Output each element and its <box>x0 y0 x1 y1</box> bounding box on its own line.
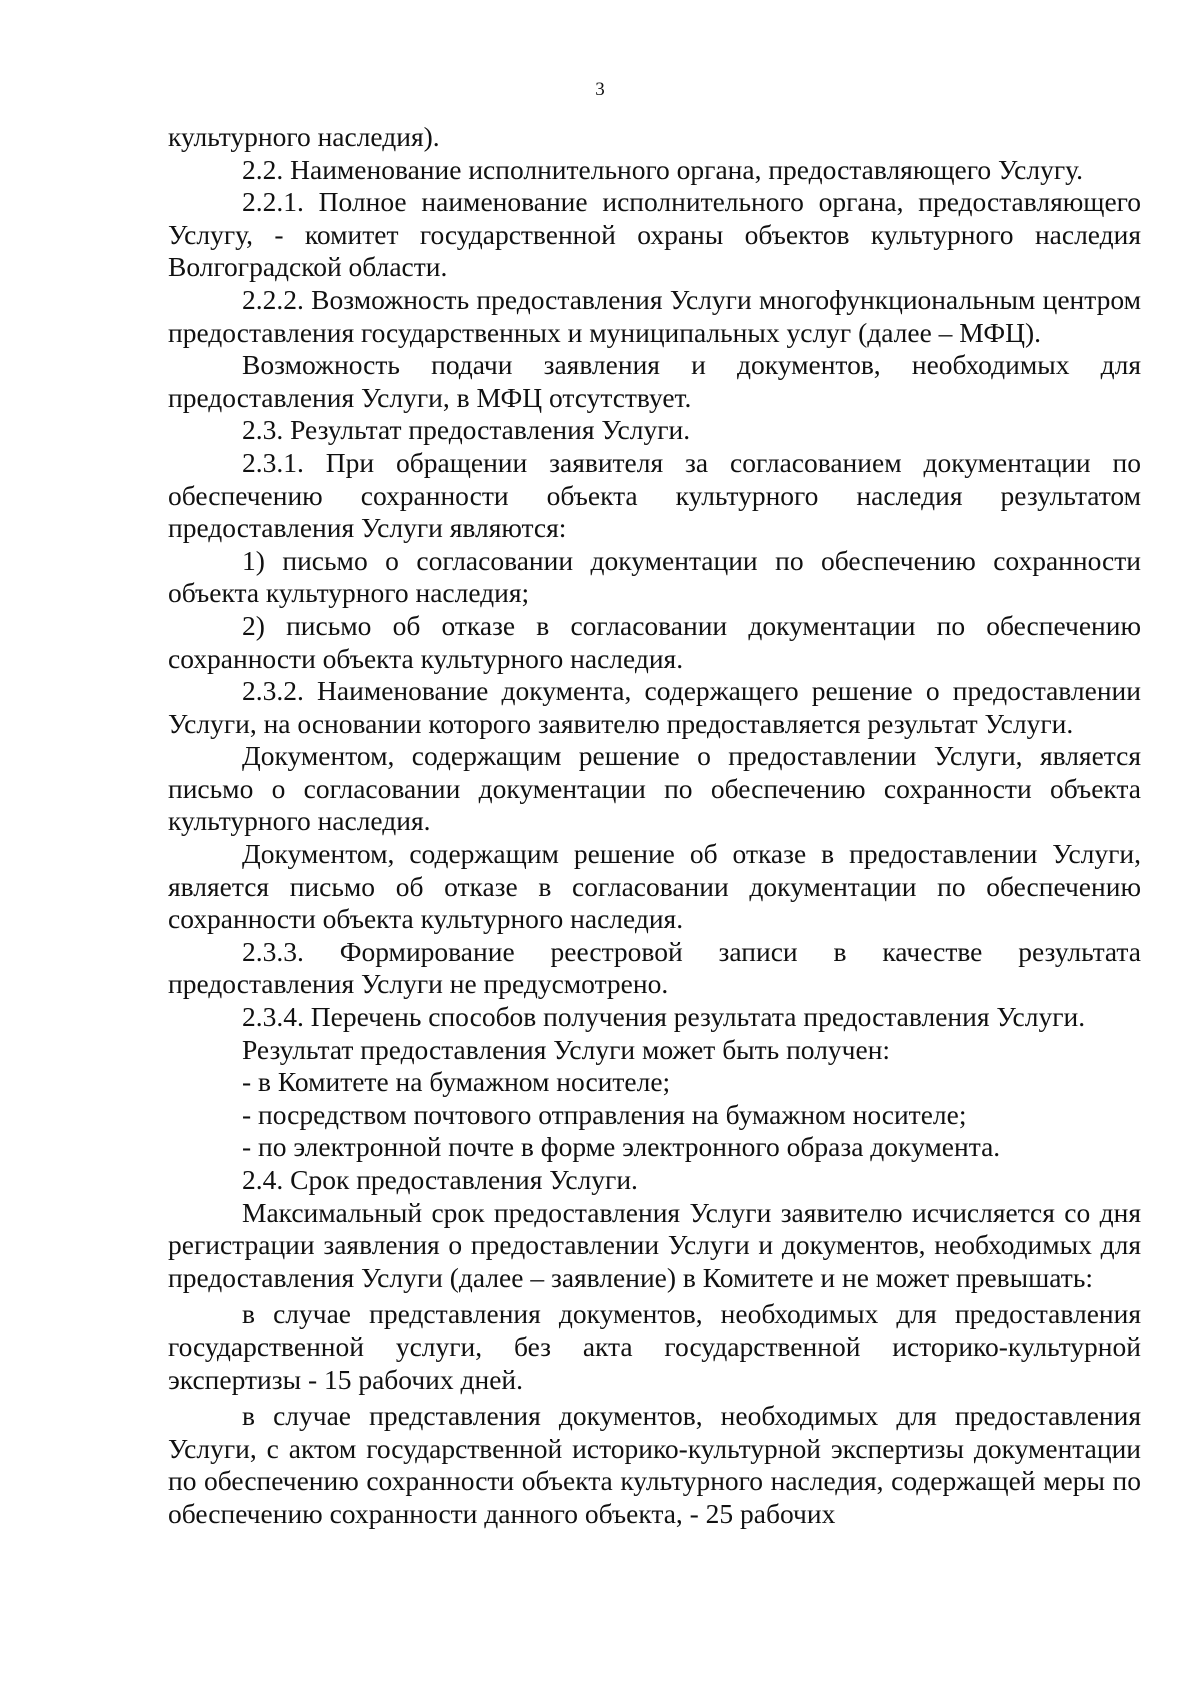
paragraph: Возможность подачи заявления и документов, необходимых для предоставления Услуги, в МФЦ отсутствует. <box>168 349 1141 413</box>
paragraph: 2.4. Срок предоставления Услуги. <box>242 1164 638 1195</box>
paragraph: 2.3.3. Формирование реестровой записи в качестве результата предоставления Услуги не предусмотрено. <box>168 935 1141 1000</box>
paragraph: в случае представления документов, необходимых для предоставления государственной услуги, без акта государственной историко-культурной экспертизы - 15 рабочих дней. <box>168 1298 1141 1395</box>
paragraph: 1) письмо о согласовании документации по обеспечению сохранности объекта культурного наследия; <box>168 544 1141 609</box>
paragraph: культурного наследия). <box>168 121 440 152</box>
document-body <box>168 121 1141 1531</box>
paragraph: 2.3.4. Перечень способов получения результата предоставления Услуги. <box>242 1001 1086 1033</box>
paragraph: 2.3.1. При обращении заявителя за согласованием документации по обеспечению сохранности объекта культурного наследия результатом предоставления Услуги являются: <box>168 446 1141 544</box>
paragraph: - по электронной почте в форме электронного образа документа. <box>242 1131 1001 1163</box>
paragraph: - посредством почтового отправления на бумажном носителе; <box>242 1098 967 1130</box>
paragraph: 2) письмо об отказе в согласовании документации по обеспечению сохранности объекта культурного наследия. <box>168 609 1141 674</box>
paragraph: 2.3. Результат предоставления Услуги. <box>242 414 691 446</box>
paragraph: Документом, содержащим решение об отказе в предоставлении Услуги, является письмо об отказе в согласовании документации по обеспечению сохранности объекта культурного наследия. <box>168 838 1141 935</box>
paragraph: 2.2. Наименование исполнительного органа, предоставляющего Услугу. <box>242 153 1083 185</box>
paragraph: Результат предоставления Услуги может быть получен: <box>242 1033 891 1065</box>
paragraph: Максимальный срок предоставления Услуги заявителю исчисляется со дня регистрации заявления о предоставлении Услуги и документов, необходимых для предоставления Услуги (далее – заявление) в Комитете и не может превышать: <box>168 1196 1141 1293</box>
paragraph: - в Комитете на бумажном носителе; <box>242 1066 671 1098</box>
paragraph: 2.3.2. Наименование документа, содержащего решение о предоставлении Услуги, на основании которого заявителю предоставляется результат Услуги. <box>168 675 1141 739</box>
page-number: 3 <box>595 79 605 100</box>
paragraph: Документом, содержащим решение о предоставлении Услуги, является письмо о согласовании документации по обеспечению сохранности объекта культурного наследия. <box>168 740 1141 837</box>
paragraph: в случае представления документов, необходимых для предоставления Услуги, с актом государственной историко-культурной экспертизы документации по обеспечению сохранности объекта культурного наследия, содержащей меры по обеспечению сохранности данного объекта, - 25 рабочих <box>168 1400 1141 1529</box>
paragraph: 2.2.2. Возможность предоставления Услуги многофункциональным центром предоставления государственных и муниципальных услуг (далее – МФЦ). <box>168 283 1141 348</box>
paragraph: 2.2.1. Полное наименование исполнительного органа, предоставляющего Услугу, - комитет государственной охраны объектов культурного наследия Волгоградской области. <box>168 186 1141 283</box>
